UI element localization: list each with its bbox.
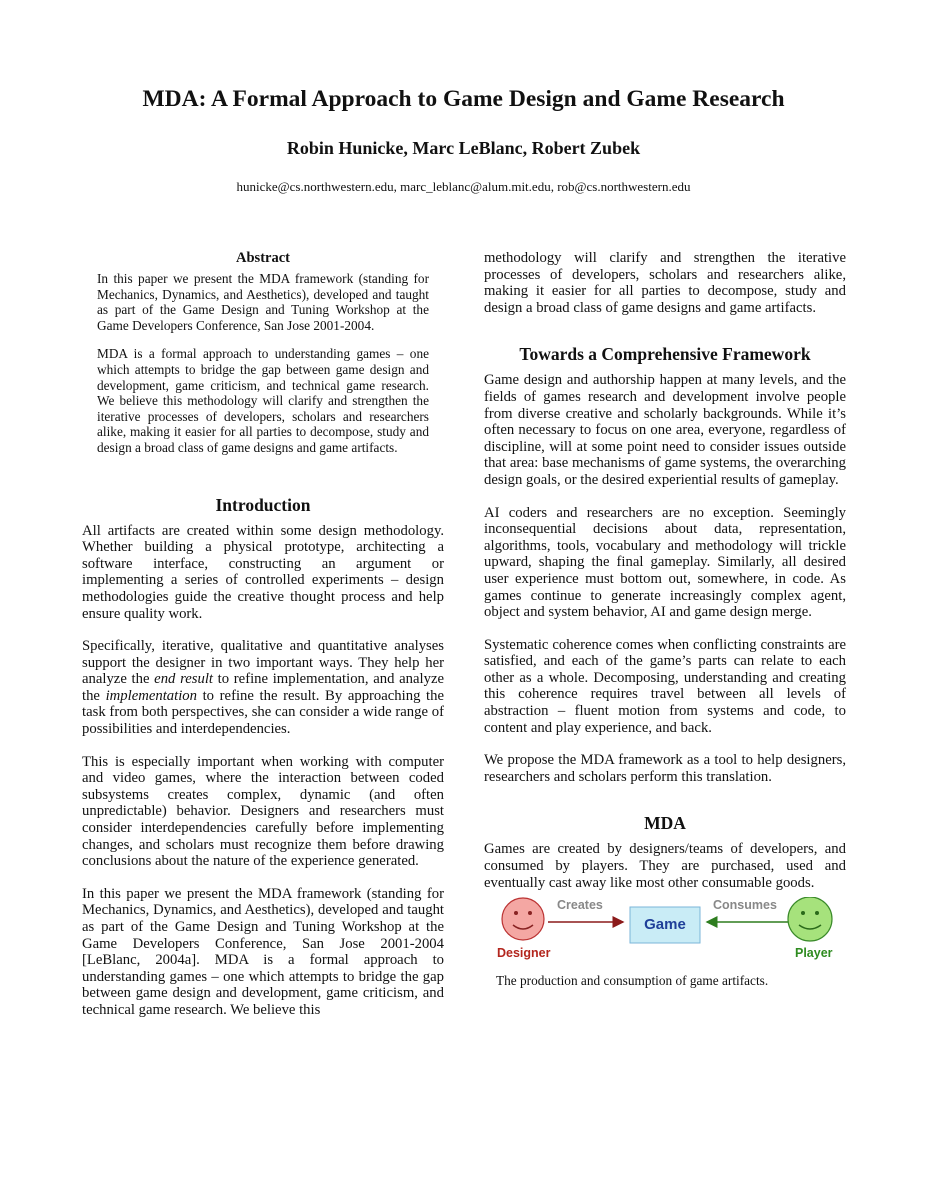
consumes-label: Consumes xyxy=(713,898,777,913)
abstract-heading: Abstract xyxy=(236,250,290,266)
abstract-section xyxy=(97,250,429,456)
mda-paragraph-1: Games are created by designers/teams of developers, and consumed by players. They are purchased, used and eventually cast away like most other consumable goods. xyxy=(484,841,846,891)
introduction-paragraph-4-continued: methodology will clarify and strengthen the iterative processes of developers, scholars and researchers alike, making it easier for all parties to decompose, study and design a broad class of game designs and game artifacts. xyxy=(484,250,846,316)
game-label: Game xyxy=(644,916,686,934)
introduction-paragraph-1: All artifacts are created within some design methodology. Whether building a physical prototype, architecting a software interface, constructing an argument or implementing a series of controlled experiments – design methodologies guide the creative thought process and help ensure quality work. xyxy=(82,522,444,622)
intro-p2-text-a: Specifically, iterative, qualitative and quantitative analyses support the designer in two important ways. They help her analyze the xyxy=(82,638,444,688)
introduction-paragraph-2 xyxy=(82,638,444,738)
mda-heading: MDA xyxy=(644,813,686,834)
introduction-paragraph-3: This is especially important when working with computer and video games, where the interaction between coded subsystems creates complex, dynamic (and often unpredictable) behavior. Designers and researchers must consider interdependencies carefully before implementing changes, and scholars must recognize them before drawing conclusions about the nature of the experience generated. xyxy=(82,753,444,870)
right-column xyxy=(484,250,846,989)
intro-p2-emphasis-implementation: implementation xyxy=(105,687,197,704)
intro-p2-text-c: to refine the result. By approaching the task from both perspectives, she can consider a wide range of possibilities and interdependencies. xyxy=(82,687,445,738)
intro-p2-emphasis-end-result: end result xyxy=(154,671,213,688)
towards-paragraph-4: We propose the MDA framework as a tool to help designers, researchers and scholars perform this translation. xyxy=(484,752,846,785)
introduction-paragraph-4: In this paper we present the MDA framework (standing for Mechanics, Dynamics, and Aesthetics), developed and taught as part of the Game Design and Tuning Workshop at the Game Developers Conference, San Jose 2001-2004 [LeBlanc, 2004a]. MDA is a formal approach to understanding games – one which attempts to bridge the gap between game design and development, game criticism, and technical game research. We believe this xyxy=(82,885,444,1018)
figure-caption: The production and consumption of game artifacts. xyxy=(496,973,769,989)
author-emails: hunicke@cs.northwestern.edu, marc_leblanc@alum.mit.edu, rob@cs.northwestern.edu xyxy=(236,179,691,194)
paper-authors: Robin Hunicke, Marc LeBlanc, Robert Zubek xyxy=(286,138,641,158)
paper-title: MDA: A Formal Approach to Game Design and Game Research xyxy=(142,86,785,112)
abstract-paragraph-1: In this paper we present the MDA framework (standing for Mechanics, Dynamics, and Aesthetics), developed and taught as part of the Game Design and Tuning Workshop at the Game Developers Conference, San Jose 2001-2004. xyxy=(97,271,429,333)
creates-label: Creates xyxy=(557,898,603,913)
designer-face-icon xyxy=(502,898,544,940)
introduction-heading: Introduction xyxy=(215,494,311,515)
intro-p2-text-b: to refine implementation, and analyze the xyxy=(82,671,444,704)
designer-label: Designer xyxy=(497,946,551,961)
towards-framework-heading: Towards a Comprehensive Framework xyxy=(519,344,811,365)
abstract-paragraph-2: MDA is a formal approach to understanding games – one which attempts to bridge the gap between game design and development, game criticism, and technical game research. We believe this methodology will clarify and strengthen the iterative processes of developers, scholars and researchers alike, making it easier for all parties to decompose, study and design a broad class of game designs and game artifacts. xyxy=(97,346,429,455)
player-label: Player xyxy=(795,946,833,961)
towards-paragraph-1: Game design and authorship happen at many levels, and the fields of games research and development involve people from diverse creative and scholarly backgrounds. While it’s often necessary to focus on one area, everyone, regardless of discipline, will at some point need to consider issues outside that area: base mechanisms of game systems, the overarching design goals, or the desired experiential results of gameplay. xyxy=(484,372,846,488)
player-face-icon xyxy=(788,897,832,941)
left-column xyxy=(82,250,444,1035)
towards-paragraph-3: Systematic coherence comes when conflicting constraints are satisfied, and each of the game’s parts can relate to each other as a whole. Decomposing, understanding and creating this coherence requires travel between all levels of abstraction – fluent motion from systems and code, to content and play experience, and back. xyxy=(484,636,846,736)
mda-figure xyxy=(484,897,846,967)
towards-paragraph-2: AI coders and researchers are no exception. Seemingly inconsequential decisions about data, representation, algorithms, tools, vocabulary and methodology will trickle upward, shaping the final gameplay. Similarly, all desired user experience must bottom out, somewhere, in code. As games continue to generate increasingly complex agent, object and system behavior, AI and game design merge. xyxy=(484,504,846,621)
